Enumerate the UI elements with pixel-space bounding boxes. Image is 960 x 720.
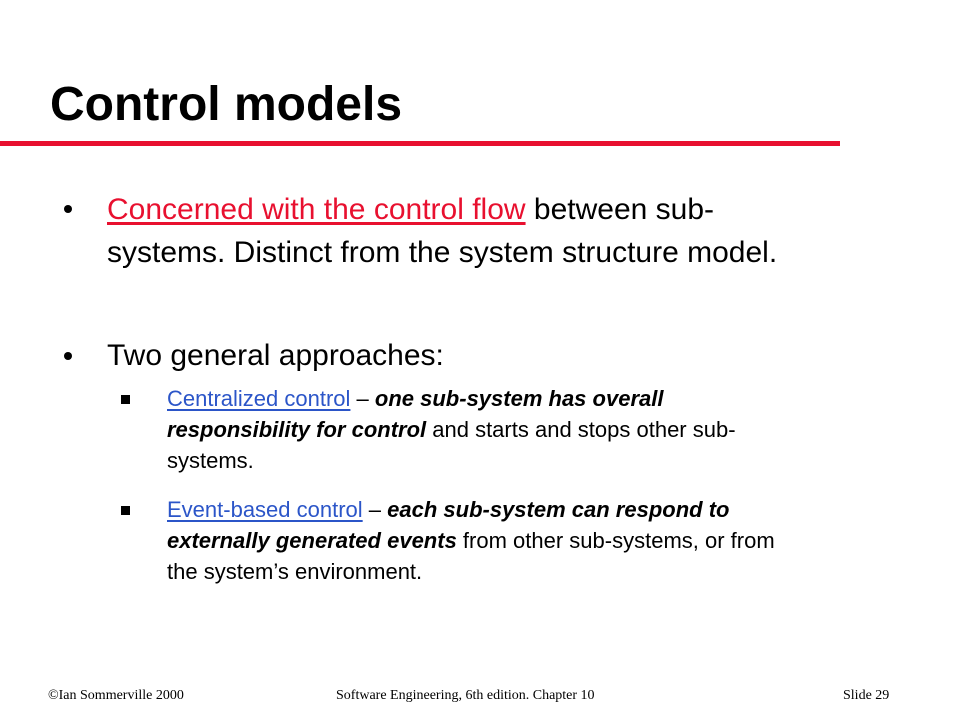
title-underline (0, 141, 840, 146)
footer-slide-number: Slide 29 (843, 688, 890, 703)
sub-bullet-1-emphasis: one sub-system has overall responsibility for control (167, 386, 664, 442)
square-bullet-icon (121, 395, 130, 404)
sub-bullet-2-emphasis: each sub-system can respond to externally generated events (167, 497, 730, 553)
square-bullet-icon (121, 506, 130, 515)
footer-copyright: ©Ian Sommerville 2000 (48, 688, 184, 703)
sub-bullet-2-rest: from other sub-systems, or from the system’s environment. (167, 528, 775, 584)
bullet-1-text (107, 188, 807, 274)
dash: – (362, 497, 388, 522)
sub-bullet-1-rest: and starts and stops other sub-systems. (167, 417, 736, 473)
centralized-control-link[interactable]: Centralized control (167, 386, 351, 411)
control-flow-link[interactable]: Concerned with the control flow (107, 193, 526, 226)
bullet-icon (64, 352, 72, 360)
footer-book-title: Software Engineering, 6th edition. Chapter 10 (336, 688, 595, 703)
bullet-1-rest: between sub-systems. Distinct from the system structure model. (107, 193, 778, 269)
sub-bullet-2-text (167, 494, 807, 587)
bullet-icon (64, 205, 72, 213)
dash: – (350, 386, 375, 411)
sub-bullet-1-text (167, 383, 807, 476)
bullet-2-text: Two general approaches: (107, 339, 444, 372)
slide-title: Control models (50, 78, 403, 131)
event-based-control-link[interactable]: Event-based control (167, 497, 363, 522)
